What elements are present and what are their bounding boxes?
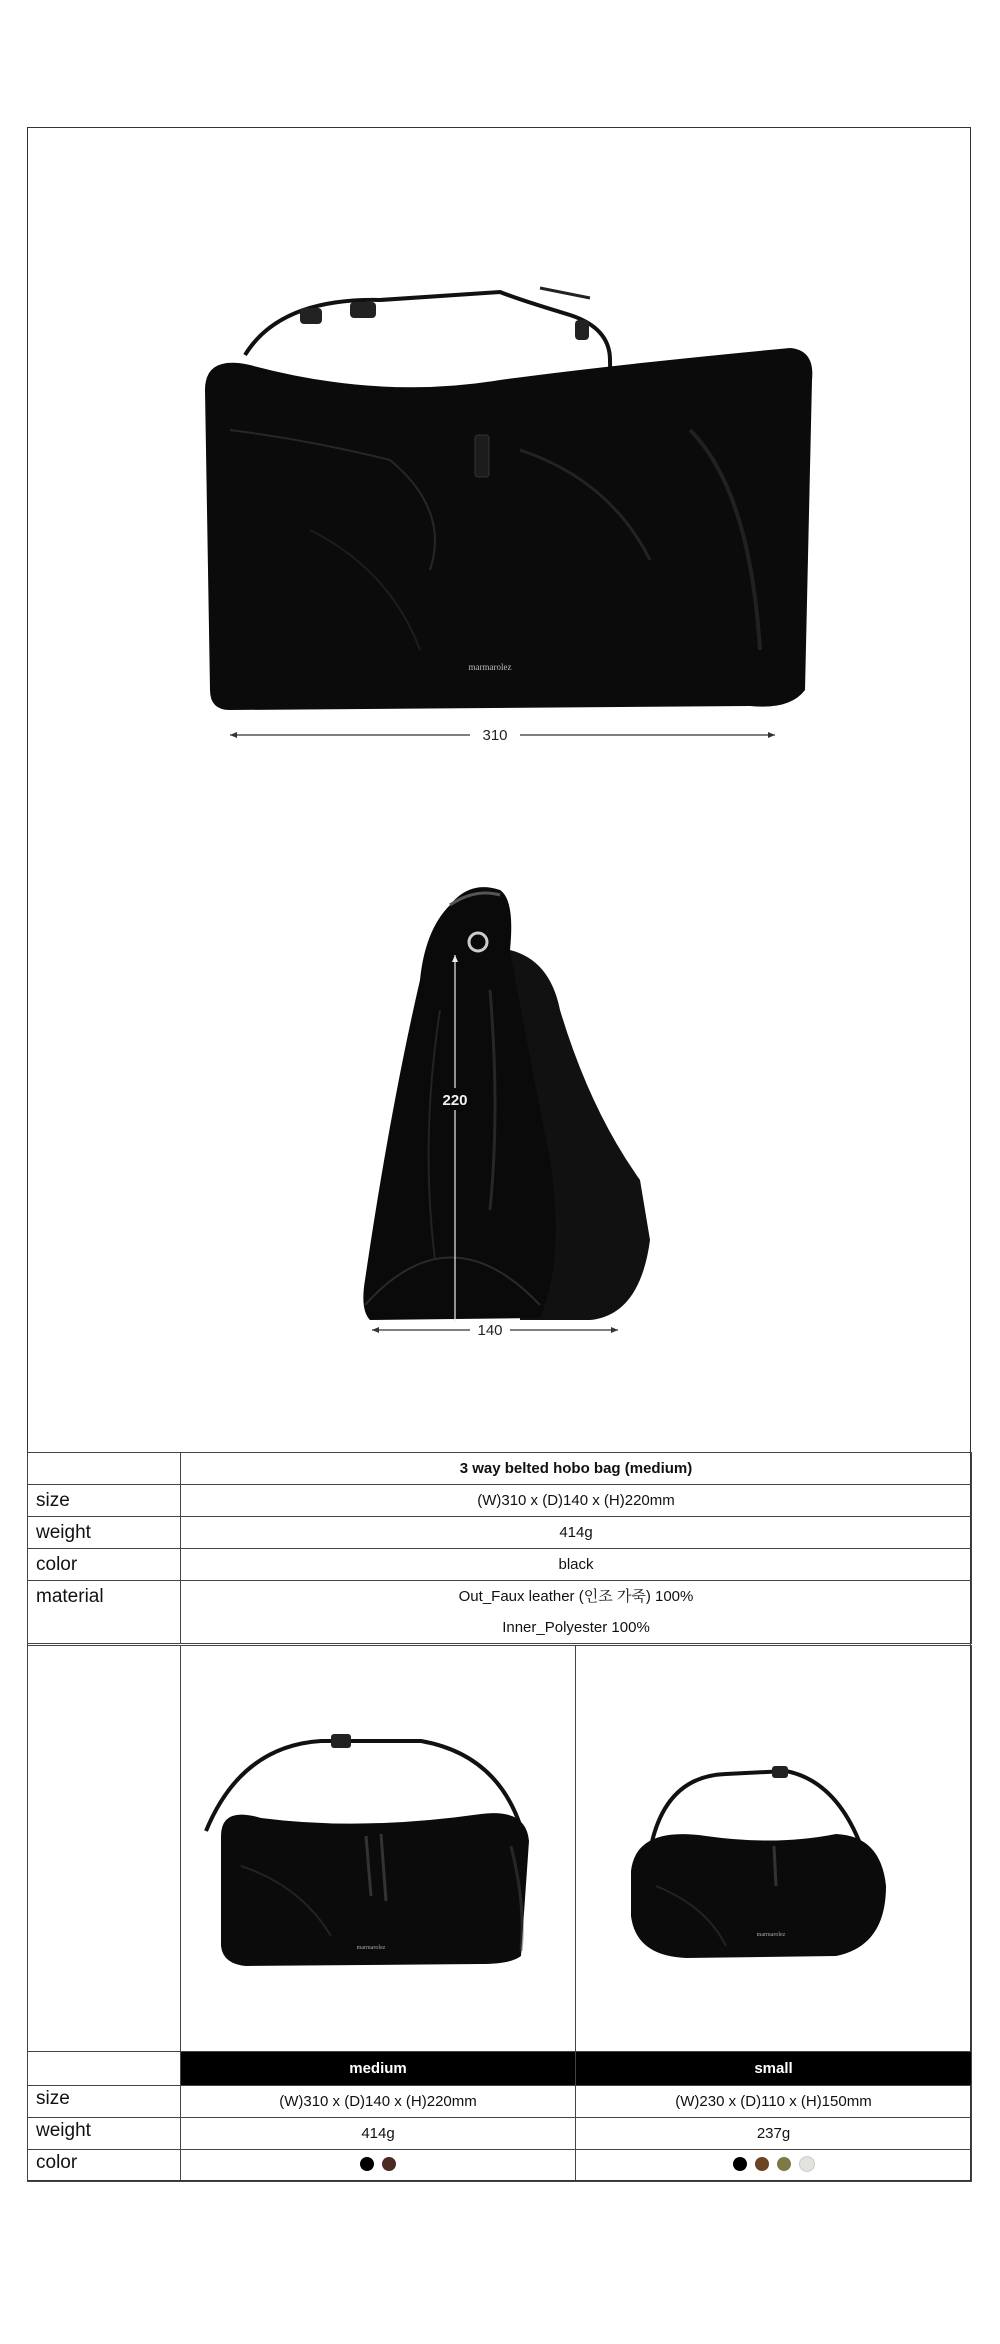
spec-label-weight: weight [28, 1517, 181, 1549]
small-color-swatches [576, 2150, 972, 2182]
compare-label-weight: weight [28, 2118, 181, 2150]
small-color-swatch-3 [777, 2157, 791, 2171]
spec-table [27, 1452, 972, 1644]
compare-row-color [28, 2150, 972, 2182]
compare-label-size: size [28, 2086, 181, 2118]
small-bag-photo [576, 1646, 972, 2052]
side-view-photo [350, 860, 650, 1340]
spec-row-color [28, 1549, 972, 1581]
small-brand-logo: marmarolez [756, 1932, 786, 1938]
size-compare-table [27, 1645, 972, 2182]
spec-label-size: size [28, 1485, 181, 1517]
small-weight-value: 237g [576, 2118, 972, 2150]
material-outer: Out_Faux leather (인조 가죽) 100% [458, 1588, 694, 1605]
spec-label-material: material [28, 1581, 181, 1644]
spec-row-weight [28, 1517, 972, 1549]
spec-row-material [28, 1581, 972, 1644]
column-header-medium: medium [181, 2052, 576, 2086]
medium-size-value: (W)310 x (D)140 x (H)220mm [181, 2086, 576, 2118]
brand-logo: marmarolez [468, 662, 512, 672]
compare-row-size [28, 2086, 972, 2118]
medium-color-swatch-1 [360, 2157, 374, 2171]
height-dimension-label: 220 [442, 1092, 468, 1109]
material-inner: Inner_Polyester 100% [502, 1619, 650, 1636]
width-dimension-label: 310 [482, 727, 508, 744]
small-color-swatch-2 [755, 2157, 769, 2171]
compare-image-row [28, 1646, 972, 2052]
medium-brand-logo: marmarolez [356, 1945, 386, 1951]
spec-value-size: (W)310 x (D)140 x (H)220mm [181, 1485, 972, 1517]
compare-header-empty [28, 2052, 181, 2086]
compare-label-color: color [28, 2150, 181, 2182]
medium-color-swatches [181, 2150, 576, 2182]
medium-weight-value: 414g [181, 2118, 576, 2150]
compare-row-weight [28, 2118, 972, 2150]
compare-header-row [28, 2052, 972, 2086]
compare-empty-cell [28, 1646, 181, 2052]
spec-value-color: black [181, 1549, 972, 1581]
medium-bag-photo [181, 1646, 576, 2052]
small-color-swatch-1 [733, 2157, 747, 2171]
spec-title: 3 way belted hobo bag (medium) [181, 1453, 972, 1485]
small-color-swatch-4 [799, 2156, 815, 2172]
depth-dimension-label: 140 [477, 1322, 503, 1339]
spec-row-size [28, 1485, 972, 1517]
front-view-photo [190, 270, 830, 750]
spec-value-weight: 414g [181, 1517, 972, 1549]
spec-label-color: color [28, 1549, 181, 1581]
medium-color-swatch-2 [382, 2157, 396, 2171]
spec-value-material [181, 1581, 972, 1644]
spec-empty-cell [28, 1453, 181, 1485]
spec-title-row [28, 1453, 972, 1485]
column-header-small: small [576, 2052, 972, 2086]
small-size-value: (W)230 x (D)110 x (H)150mm [576, 2086, 972, 2118]
